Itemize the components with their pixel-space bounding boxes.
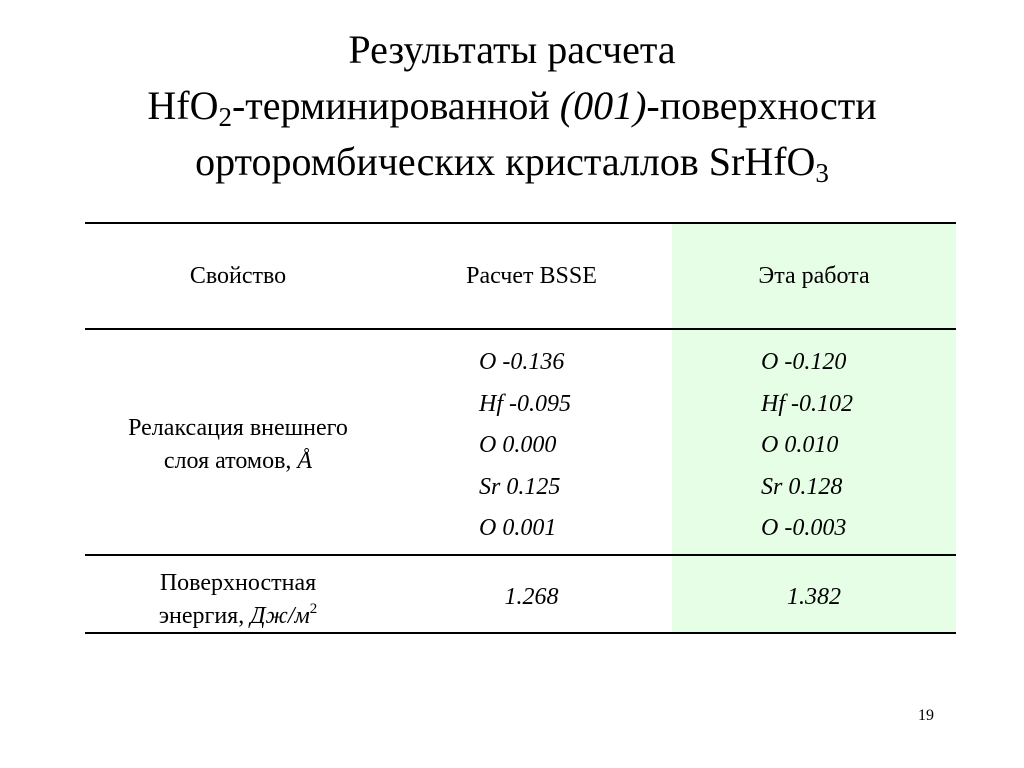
page-number: 19 xyxy=(918,707,934,724)
this-work-value: Hf -0.102 xyxy=(761,390,853,417)
title-srhfo-subscript: 3 xyxy=(815,158,829,188)
header-bottom-rule xyxy=(85,328,956,330)
title-surface-text: -поверхности xyxy=(646,83,877,128)
title-line-1: Результаты расчета xyxy=(348,27,676,72)
this-work-relaxation-values xyxy=(761,342,853,550)
property-relaxation xyxy=(85,412,391,478)
bsse-value: Hf -0.095 xyxy=(479,390,571,417)
title-miller-index: (001) xyxy=(559,83,647,128)
property-surface-energy-unit: Дж/м xyxy=(250,603,310,629)
bsse-surface-energy: 1.268 xyxy=(504,584,559,610)
this-work-value: O -0.003 xyxy=(761,515,847,541)
property-surface-energy-line2: энергия, xyxy=(158,603,251,629)
row-divider-rule xyxy=(85,554,956,556)
property-surface-energy-unit-exponent: 2 xyxy=(309,601,318,617)
this-work-value: O 0.010 xyxy=(761,432,839,458)
bsse-relaxation-values xyxy=(479,342,571,550)
bsse-value: Sr 0.125 xyxy=(479,473,561,500)
header-property: Свойство xyxy=(189,263,287,289)
bsse-value: O 0.001 xyxy=(479,515,557,541)
property-relaxation-unit: Å xyxy=(297,448,313,474)
header-this-work: Эта работа xyxy=(758,263,870,289)
title-line-3 xyxy=(0,134,1024,190)
header-bsse: Расчет BSSE xyxy=(466,263,597,289)
table-top-rule xyxy=(85,222,956,224)
property-surface-energy xyxy=(85,567,391,633)
this-work-surface-energy: 1.382 xyxy=(787,584,841,610)
this-work-value: Sr 0.128 xyxy=(761,473,843,500)
property-relaxation-line2: слоя атомов, xyxy=(163,448,298,474)
results-table xyxy=(85,222,956,634)
title-terminated-text: -терминированной xyxy=(231,83,560,128)
title-line-2 xyxy=(0,78,1024,134)
title-hfo-text: HfO xyxy=(147,83,219,128)
bsse-value: O -0.136 xyxy=(479,349,565,375)
title-crystals-text: орторомбических кристаллов SrHfO xyxy=(195,139,816,184)
property-surface-energy-line1: Поверхностная xyxy=(159,570,317,596)
bsse-value: O 0.000 xyxy=(479,432,557,458)
this-work-value: O -0.120 xyxy=(761,349,847,375)
title-hfo-subscript: 2 xyxy=(218,102,232,132)
slide-title xyxy=(0,22,1024,190)
property-relaxation-line1: Релаксация внешнего xyxy=(128,415,348,441)
